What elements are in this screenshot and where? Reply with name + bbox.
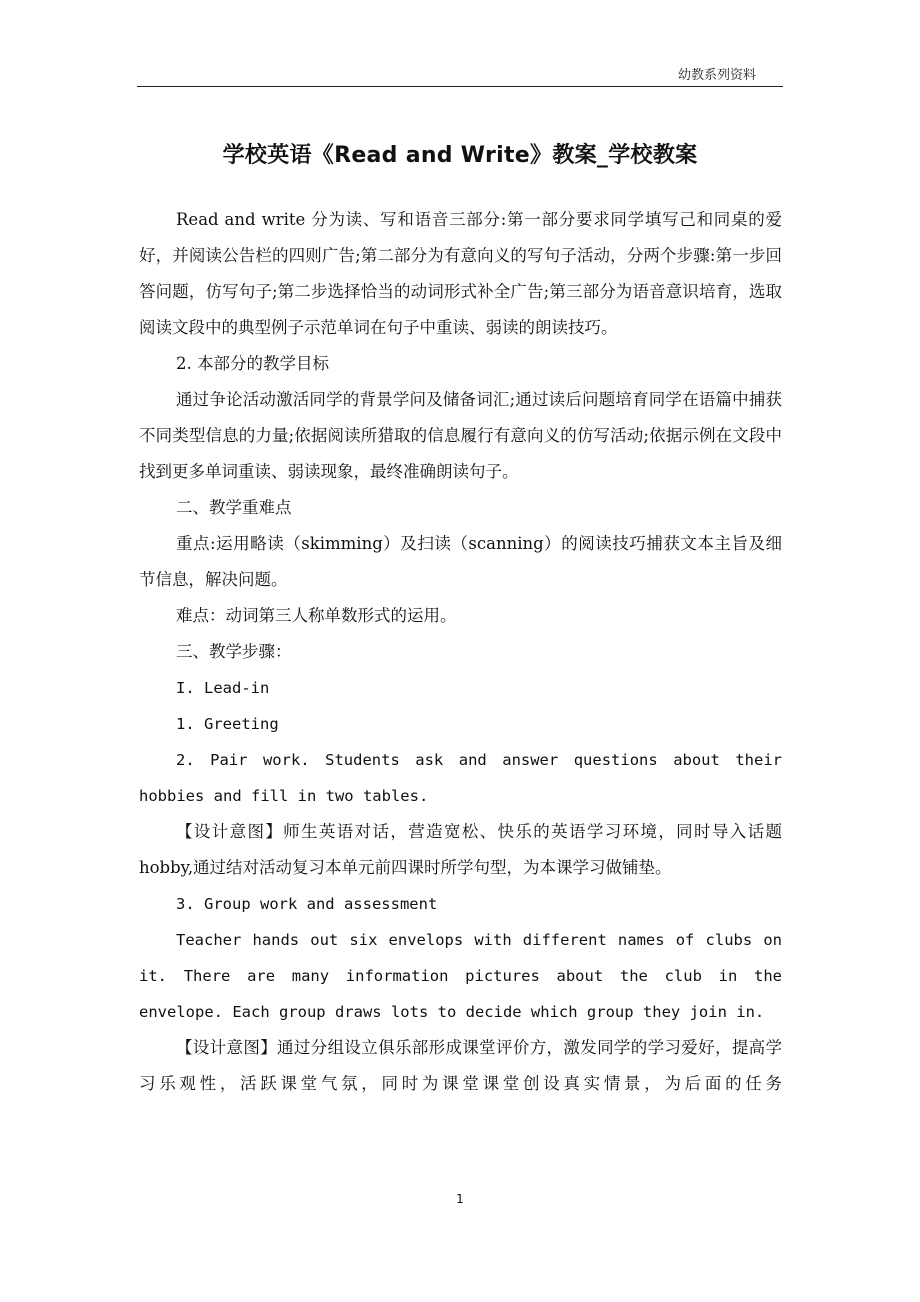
paragraph-teacher-hands-out: Teacher hands out six envelops with different names of clubs on it. There are many information pictures about the club in the envelope. Each group draws lots to decide which group they join in. xyxy=(139,931,782,1021)
header-divider xyxy=(137,86,783,87)
paragraph-design-intent-1: 【设计意图】师生英语对话，营造宽松、快乐的英语学习环境，同时导入话题hobby,通过结对活动复习本单元前四课时所学句型，为本课学习做铺垫。 xyxy=(139,822,782,877)
paragraph-objectives: 通过争论活动激活同学的背景学问及储备词汇;通过读后问题培育同学在语篇中捕获不同类型信息的力量;依据阅读所猎取的信息履行有意向义的仿写活动;依据示例在文段中找到更多单词重读、弱读现象，最终准确朗读句子。 xyxy=(139,390,782,481)
document-title: 学校英语《Read and Write》教案_学校教案 xyxy=(222,143,698,168)
paragraph-pair-work: 2. Pair work. Students ask and answer questions about their hobbies and fill in two tables. xyxy=(139,751,782,805)
paragraph-heading-steps: 三、教学步骤： xyxy=(176,642,292,661)
page-number: 1 xyxy=(456,1192,464,1206)
paragraph-design-intent-2: 【设计意图】通过分组设立俱乐部形成课堂评价方，激发同学的学习爱好，提高学习乐观性，活跃课堂气氛，同时为课堂课堂创设真实情景，为后面的任务 xyxy=(139,1038,782,1093)
paragraph-section-heading: 2. 本部分的教学目标 xyxy=(176,354,329,373)
document-body xyxy=(139,202,782,1102)
paragraph-lead-in: I. Lead-in xyxy=(176,679,270,697)
paragraph-group-work: 3. Group work and assessment xyxy=(176,895,438,913)
paragraph-intro: Read and write 分为读、写和语音三部分:第一部分要求同学填写己和同桌的爱好，并阅读公告栏的四则广告;第二部分为有意向义的写句子活动，分两个步骤:第一步回答问题，仿写句子;第二步选择恰当的动词形式补全广告;第三部分为语音意识培育，选取阅读文段中的典型例子示范单词在句子中重读、弱读的朗读技巧。 xyxy=(139,210,782,337)
header-label: 幼教系列资料 xyxy=(677,68,756,83)
paragraph-key-point: 重点:运用略读（skimming）及扫读（scanning）的阅读技巧捕获文本主旨及细节信息，解决问题。 xyxy=(139,534,782,589)
paragraph-difficulty: 难点：动词第三人称单数形式的运用。 xyxy=(176,606,457,625)
paragraph-heading-key-points: 二、教学重难点 xyxy=(176,498,292,517)
paragraph-greeting: 1. Greeting xyxy=(176,715,279,733)
